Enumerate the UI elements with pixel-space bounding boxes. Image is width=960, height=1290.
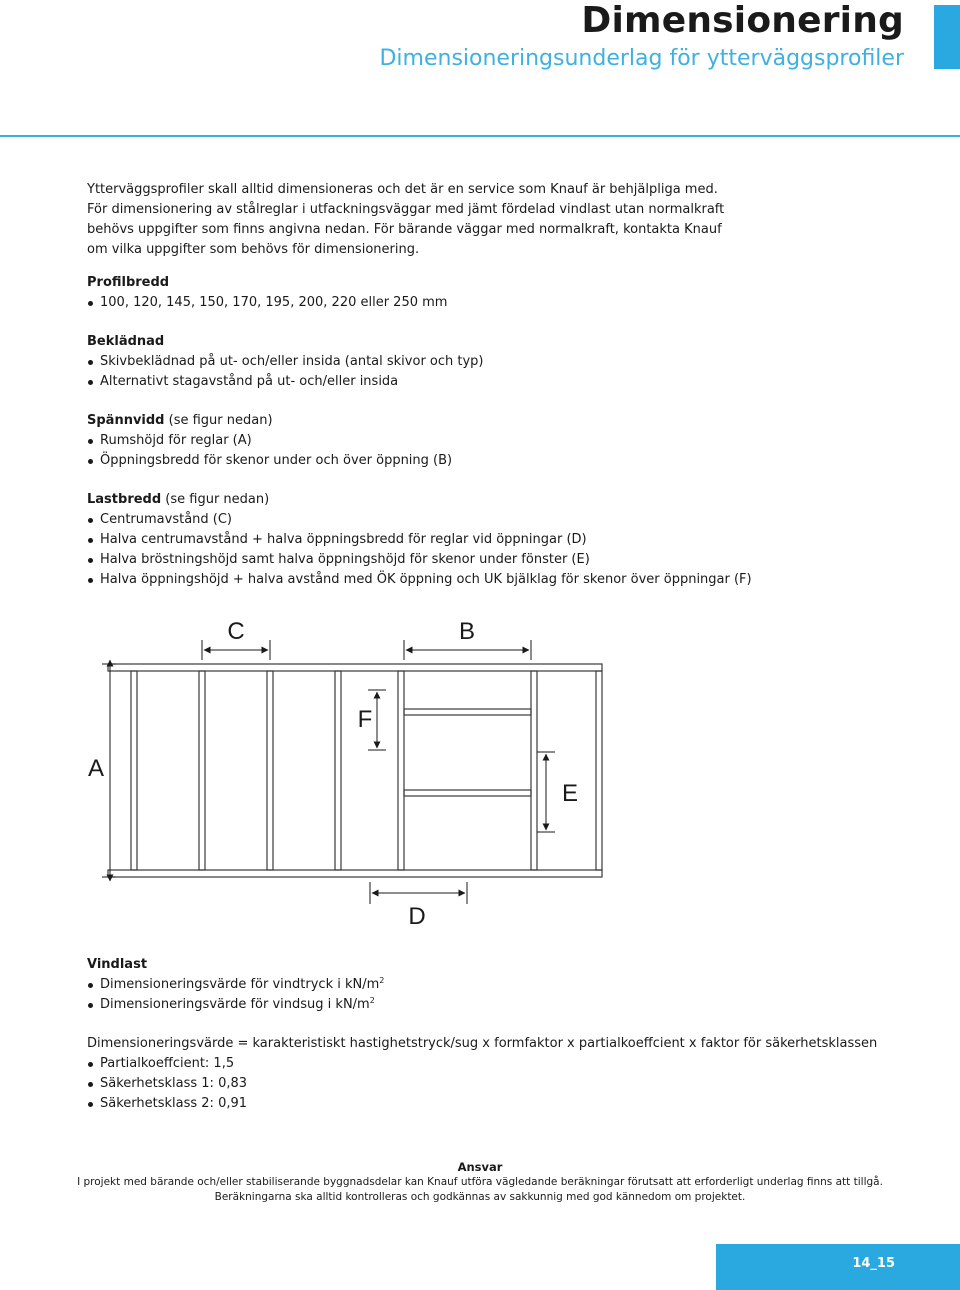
- stud-end: [596, 671, 602, 870]
- bullet-list: [87, 975, 887, 1015]
- label-c: C: [227, 618, 245, 645]
- label-d: D: [408, 903, 426, 930]
- section-heading-note: (se figur nedan): [164, 413, 273, 428]
- section-heading-note: (se figur nedan): [161, 492, 270, 507]
- list-item: 100, 120, 145, 150, 170, 195, 200, 220 eller 250 mm: [87, 293, 877, 313]
- bullet-list: [87, 1054, 887, 1114]
- stud-opening-right: [531, 671, 537, 870]
- footer-line: I projekt med bärande och/eller stabiliserande byggnadsdelar kan Knauf utföra vägledande beräkningar förutsatt att erforderligt underlag finns att tillgå.: [77, 1176, 883, 1188]
- list-item: Rumshöjd för reglar (A): [87, 431, 877, 451]
- stud: [267, 671, 273, 870]
- label-f: F: [357, 706, 373, 733]
- bullet-list: [87, 510, 877, 590]
- section-spannvidd: [87, 411, 877, 471]
- label-e: E: [561, 780, 579, 807]
- page-number-box: [716, 1244, 960, 1290]
- section-heading-text: Spännvidd: [87, 413, 165, 428]
- corner-tab: [934, 5, 960, 69]
- list-item: Halva centrumavstånd + halva öppningsbredd för reglar vid öppningar (D): [87, 530, 877, 550]
- wall-frame: [108, 664, 602, 877]
- lower-content: [87, 955, 887, 1133]
- footer-note: [60, 1160, 900, 1205]
- list-item: Skivbeklädnad på ut- och/eller insida (antal skivor och typ): [87, 352, 877, 372]
- list-item: Halva öppningshöjd + halva avstånd med ÖK öppning och UK bjälklag för skenor över öppningar (F): [87, 570, 877, 590]
- lintel-track: [404, 709, 531, 715]
- label-a: A: [87, 755, 105, 782]
- dimension-labels: [88, 618, 578, 930]
- bullet-list: [87, 352, 877, 392]
- intro-line: behövs uppgifter som finns angivna nedan. För bärande väggar med normalkraft, kontakta Knauf: [87, 222, 722, 237]
- list-item: Partialkoeffcient: 1,5: [87, 1054, 887, 1074]
- dimension-lines: [102, 640, 555, 904]
- label-b: B: [458, 618, 476, 645]
- footer-heading: Ansvar: [457, 1160, 503, 1174]
- page-subtitle: Dimensioneringsunderlag för ytterväggsprofiler: [379, 46, 904, 71]
- stud: [335, 671, 341, 870]
- section-heading: Vindlast: [87, 957, 148, 972]
- section-heading: Beklädnad: [87, 334, 165, 349]
- stud: [131, 671, 137, 870]
- stud-opening-left: [398, 671, 404, 870]
- list-item: Halva bröstningshöjd samt halva öppningshöjd för skenor under fönster (E): [87, 550, 877, 570]
- section-heading: [87, 490, 877, 510]
- bullet-list: [87, 293, 877, 313]
- section-heading-text: Lastbredd: [87, 492, 162, 507]
- section-bekladnad: [87, 332, 877, 392]
- list-item: Centrumavstånd (C): [87, 510, 877, 530]
- sill-track: [404, 790, 531, 796]
- stud: [199, 671, 205, 870]
- main-content: [87, 180, 877, 609]
- top-track: [108, 664, 602, 671]
- list-item: Säkerhetsklass 1: 0,83: [87, 1074, 887, 1094]
- section-lastbredd: [87, 490, 877, 590]
- section-heading: [87, 411, 877, 431]
- intro-line: om vilka uppgifter som behövs för dimensionering.: [87, 242, 420, 257]
- header-rule: [0, 135, 960, 137]
- intro-line: För dimensionering av stålreglar i utfackningsväggar med jämt fördelad vindlast utan normalkraft: [87, 202, 725, 217]
- page-title: Dimensionering: [581, 0, 904, 41]
- page-number: 14_15: [852, 1256, 895, 1271]
- bottom-track: [108, 870, 602, 877]
- list-item: Säkerhetsklass 2: 0,91: [87, 1094, 887, 1114]
- intro-line: Ytterväggsprofiler skall alltid dimensioneras och det är en service som Knauf är behjälpliga med.: [87, 182, 718, 197]
- list-item: Dimensioneringsvärde för vindsug i $kN/m^2$: [87, 995, 887, 1015]
- formula-text: Dimensioneringsvärde = karakteristiskt hastighetstryck/sug x formfaktor x partialkoeffcient x faktor för säkerhetsklassen: [87, 1036, 878, 1051]
- intro-paragraph: [87, 180, 877, 260]
- list-item: Dimensioneringsvärde för vindtryck i $kN/m^2$: [87, 975, 887, 995]
- section-heading: Profilbredd: [87, 275, 170, 290]
- bullet-list: [87, 431, 877, 471]
- section-profilbredd: [87, 273, 877, 313]
- footer-line: Beräkningarna ska alltid kontrolleras och godkännas av sakkunnig med god kännedom om projektet.: [214, 1191, 746, 1203]
- section-formula: [87, 1034, 887, 1114]
- wall-frame-figure: [0, 600, 960, 945]
- list-item: Öppningsbredd för skenor under och över öppning (B): [87, 451, 877, 471]
- list-item: Alternativt stagavstånd på ut- och/eller insida: [87, 372, 877, 392]
- section-vindlast: [87, 955, 887, 1015]
